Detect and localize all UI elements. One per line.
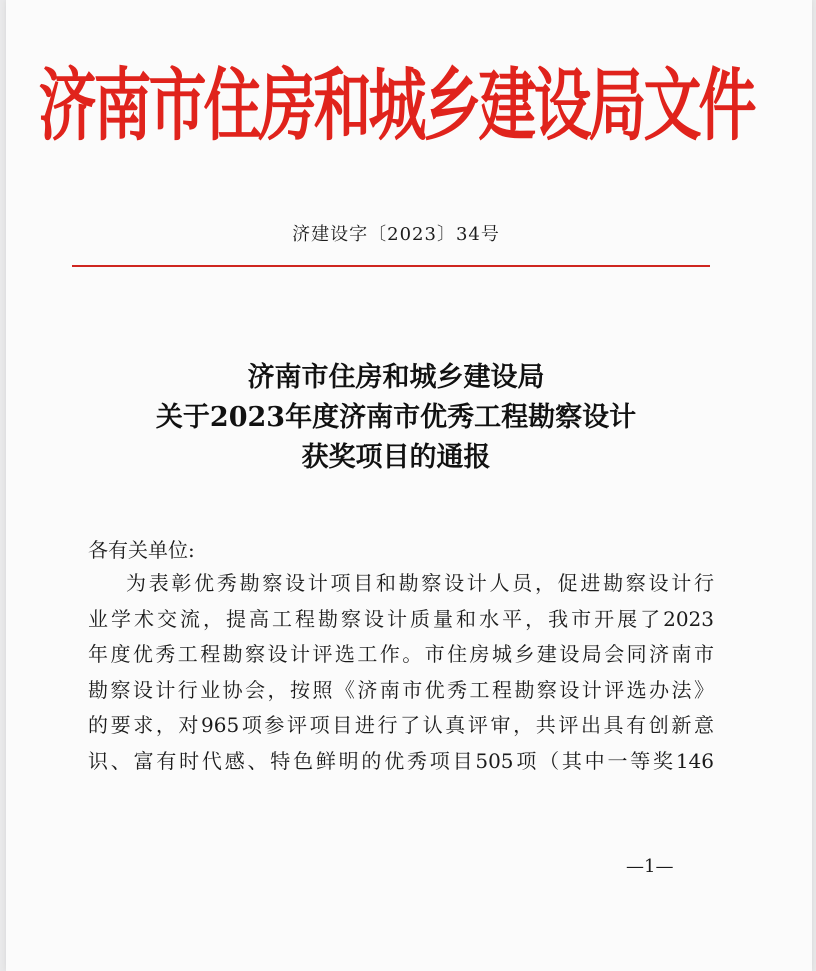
- document-page: [6, 0, 812, 971]
- body-line: 的要求，对965项参评项目进行了认真评审，共评出具有创新意: [88, 713, 714, 737]
- body-paragraph: [88, 566, 728, 779]
- notice-title-line-1: 济南市住房和城乡建设局: [247, 362, 545, 393]
- notice-title-line-3: 获奖项目的通报: [301, 442, 491, 473]
- issuer-header-title: 济南市住房和城乡建设局文件: [38, 59, 754, 152]
- notice-title: [6, 358, 786, 478]
- document-number: 济建设字〔2023〕34号: [292, 224, 500, 245]
- salutation: 各有关单位:: [88, 538, 195, 562]
- page-number: —1—: [626, 856, 674, 877]
- body-line: 识、富有时代感、特色鲜明的优秀项目505项（其中一等奖146: [88, 748, 714, 773]
- body-line: 年度优秀工程勘察设计评选工作。市住房城乡建设局会同济南市: [88, 642, 714, 666]
- body-line: 业学术交流，提高工程勘察设计质量和水平，我市开展了2023: [88, 606, 714, 631]
- notice-title-line-2: 关于2023年度济南市优秀工程勘察设计: [155, 402, 637, 433]
- body-line: 为表彰优秀勘察设计项目和勘察设计人员，促进勘察设计行: [126, 571, 714, 595]
- body-line: 勘察设计行业协会，按照《济南市优秀工程勘察设计评选办法》: [88, 677, 714, 702]
- header-separator-rule: [72, 265, 710, 267]
